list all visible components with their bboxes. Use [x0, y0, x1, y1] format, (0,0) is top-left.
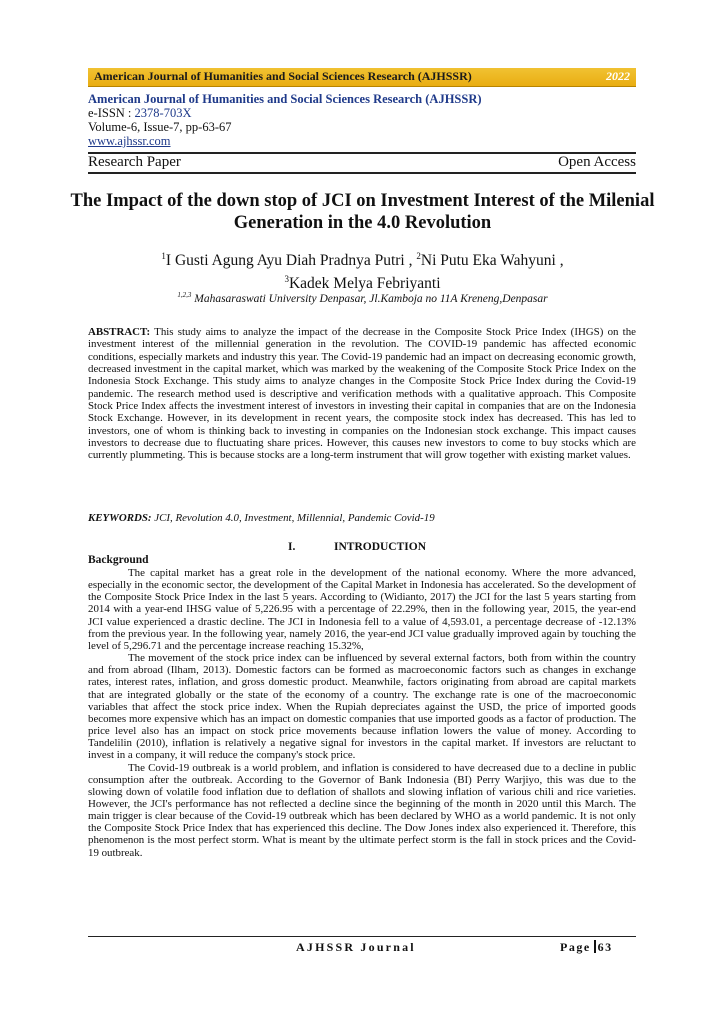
header-year: 2022 [606, 69, 630, 83]
volume-issue: Volume-6, Issue-7, pp-63-67 [88, 120, 232, 134]
keywords [88, 512, 636, 525]
paragraph: The Covid-19 outbreak is a world problem, and inflation is considered to have decreased due to a decline in public consumption after the outbreak. According to the Governor of Bank Indonesia (BI) Perry Warjiyo, this was due to the slowing down of volatile food inflation due to deflation of shallots and slowing inflation of various chili and rice varieties. However, the JCI's performance has not reflected a decline since the beginning of the month in 2020 until this March. The main trigger is clear because of the Covid-19 outbreak which has been declared by WHO as a world pandemic. It is not only the Composite Stock Price Index that has experienced this decline. The Dow Jones index also experienced it. Therefore, this phenomenon is the most perfect storm. What is meant by the ultimate perfect storm is the fall in stock prices and the Covid-19 outbreak. [88, 761, 636, 859]
affiliation-text: Mahasaraswati University Denpasar, Jl.Kamboja no 11A Kreneng,Denpasar [191, 292, 548, 305]
author-2: Ni Putu Eka Wahyuni , [420, 252, 564, 270]
author-1: I Gusti Agung Ayu Diah Pradnya Putri , [165, 252, 413, 270]
footer-rule [88, 936, 636, 937]
section-title: INTRODUCTION [334, 541, 427, 553]
affiliation-mark: 1,2,3 [177, 291, 192, 299]
issn-value: 2378-703X [134, 106, 192, 120]
access-type-label: Open Access [558, 154, 636, 170]
subsection-heading: Background [88, 554, 149, 566]
author-1-affil-mark: 1 [161, 251, 166, 261]
page-label: Page [560, 940, 591, 954]
journal-website-link[interactable]: www.ajhssr.com [88, 134, 171, 148]
author-list [70, 247, 655, 293]
paper-title: The Impact of the down stop of JCI on Investment Interest of the Milenial Generation in the 4.0 Revolution [70, 191, 655, 233]
header-journal-name: American Journal of Humanities and Social Sciences Research (AJHSSR) [94, 69, 472, 83]
issn-line [88, 106, 191, 120]
paper-type-bar [88, 152, 636, 174]
paragraph: The capital market has a great role in the development of the national economy. Where the more advanced, especially in the economic sector, the development of the Capital Market in Indonesia has accelerated. So the development of the Composite Stock Price Index in the last 5 years. According to (Widianto, 2017) the JCI for the last 5 years starting from 2014 with a year-end IHSG value of 5,226.95 with a percentage of 22.29%, then in the following year, 2015, the year-end JCI value experienced a drastic decline. The JCI in Indonesia fell to a value of 4,593.01, a percentage decrease of -12.13% from the previous year. In the following year, namely 2016, the year-end JCI value gradually improved again by touching the level of 5,296.71 and the percentage increase reaching 15.32%, [88, 567, 636, 652]
keywords-label: KEYWORDS: [88, 512, 152, 524]
keywords-text: JCI, Revolution 4.0, Investment, Millennial, Pandemic Covid-19 [151, 512, 435, 524]
footer-page [560, 940, 613, 955]
body-text [88, 567, 636, 859]
paper-type-label: Research Paper [88, 154, 181, 170]
footer-journal: AJHSSR Journal [296, 940, 416, 954]
journal-name: American Journal of Humanities and Social Sciences Research (AJHSSR) [88, 92, 482, 106]
author-3: Kadek Melya Febriyanti [288, 275, 441, 293]
page-number: 63 [597, 940, 613, 954]
affiliation [70, 289, 655, 306]
abstract-text: This study aims to analyze the impact of the decrease in the Composite Stock Price Index (IHGS) on the investment interest of the millennial generation in the revolution. The COVID-19 pandemic has affected economic conditions, especially markets and industry this year. The Covid-19 pandemic had an impact on decreasing economic growth, decreased investment in the capital market, which was marked by the weakening of the Composite Stock Price Index on the Indonesia Stock Exchange. This study aims to analyze changes in the Composite Stock Price Index during the Covid-19 pandemic. The research method used is descriptive and verification methods with a qualitative approach. This Composite Stock Price Index affects the investment interest of investors in investing their capital in companies that are on the Indonesia Stock Exchange. However, in its development in recent years, the composite stock index has decreased. This has led to investors, one of whom is thinking back to investing in companies on the Indonesian stock exchange. This impact causes investors to decrease due to fluctuating share prices. However, this causes new investors to come to buy stocks which are currently plummeting. This is because stocks are a long-term instrument that will grow together with existing market values. [88, 326, 636, 462]
section-number: I. [288, 541, 296, 553]
journal-header-bar [88, 68, 636, 87]
abstract [88, 326, 636, 462]
author-3-affil-mark: 3 [284, 274, 289, 285]
issn-label: e-ISSN : [88, 106, 135, 120]
author-2-affil-mark: 2 [416, 251, 421, 261]
abstract-label: ABSTRACT: [88, 326, 151, 338]
paragraph: The movement of the stock price index can be influenced by several external factors, both from within the country and from abroad (Ilham, 2013). Domestic factors can be formed as macroeconomic factors such as changes in exchange rates, interest rates, inflation, and gross domestic product. Meanwhile, factors originating from abroad are capital markets that are integrated globally or the state of the economy of a country. The exchange rate is one of the macroeconomic variables that affect the stock price index. When the Rupiah depreciates against the USD, the price of imported goods becomes more expensive which has an impact on domestic companies that use imported goods as a factor of production. The price level also has an impact on stock price movements because inflation lowers the value of money. According to Tandelilin (2010), inflation is relatively a negative signal for investors in the capital market. If investors are reluctant to invest in a company, it will reduce the company's stock price. [88, 652, 636, 762]
page-divider [594, 940, 596, 953]
